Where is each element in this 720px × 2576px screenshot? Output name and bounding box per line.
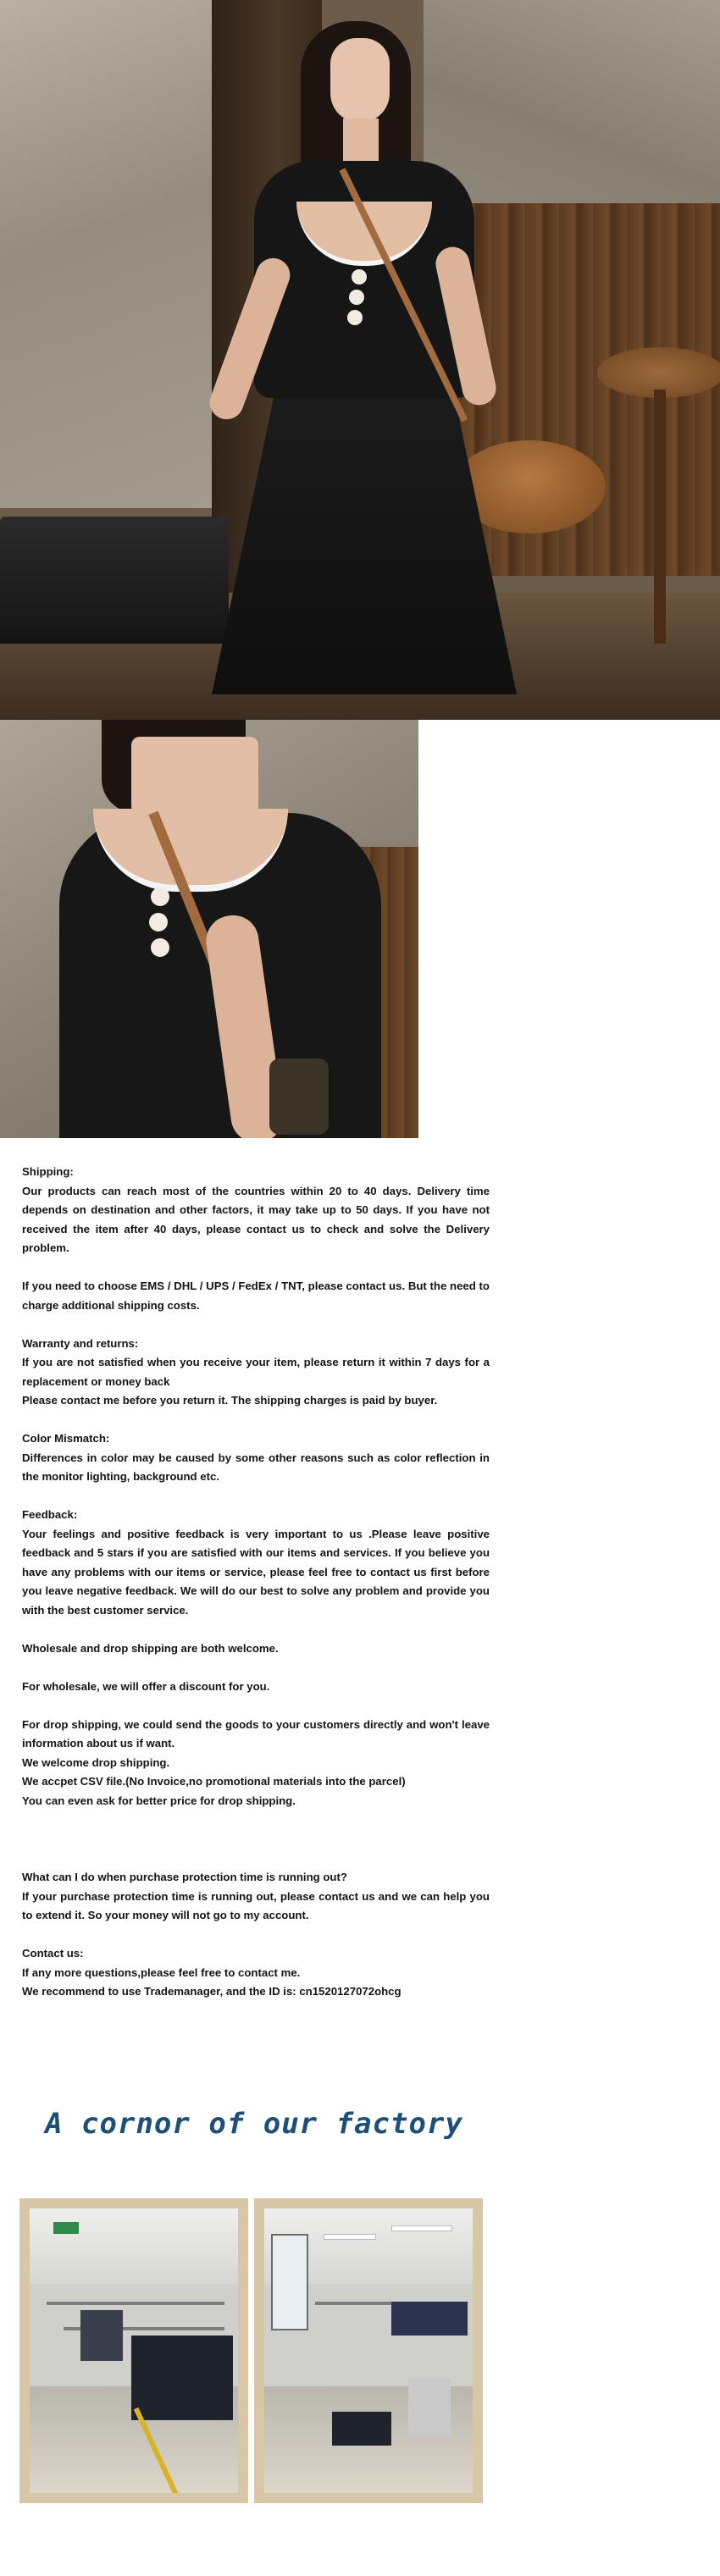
protection-question: What can I do when purchase protection time is running out?: [22, 1871, 347, 1883]
wholesale-discount: For wholesale, we will offer a discount for you.: [22, 1679, 270, 1693]
clothes-pile: [332, 2412, 391, 2446]
dress-button: [151, 887, 169, 906]
table-leg: [654, 390, 666, 644]
ceiling-lamp: [391, 2225, 452, 2231]
ceiling-lamp: [324, 2234, 376, 2240]
factory-photo: [19, 2198, 248, 2503]
csv-text: We accpet CSV file.(No Invoice,no promotional materials into the parcel): [22, 1775, 406, 1788]
warranty-text: If you are not satisfied when you receive your item, please return it within 7 days for a replacement or money back: [22, 1356, 490, 1388]
dropship-welcome: We welcome drop shipping.: [22, 1755, 170, 1769]
feedback-text: Your feelings and positive feedback is very important to us .Please leave positive feedback and 5 stars if you are satisfied with our items and services. If you believe you have any problems with our items or service, please feel free to contact us first before you leave negative feedback. We will do our best to solve any problem and provide you with the best customer service.: [22, 1527, 490, 1617]
express-shipping-text: If you need to choose EMS / DHL / UPS / FedEx / TNT, please contact us. But the need to charge additional shipping costs.: [22, 1280, 490, 1312]
model-closeup-photo: [0, 720, 418, 1138]
model-full-length-photo: [0, 0, 720, 720]
concrete-wall: [0, 0, 212, 508]
protection-answer: If your purchase protection time is running out, please contact us and we can help you to extend it. So your money will not go to my account.: [22, 1889, 490, 1921]
warranty-text-contact: Please contact me before you return it. The shipping charges is paid by buyer.: [22, 1394, 438, 1407]
color-mismatch-text: Differences in color may be caused by some other reasons such as color reflection in the monitor lighting, background etc.: [22, 1451, 490, 1483]
dress-button: [151, 938, 169, 957]
better-price-text: You can even ask for better price for drop shipping.: [22, 1794, 296, 1807]
factory-title: A cornor of our factory: [45, 2107, 463, 2141]
color-mismatch-heading: Color Mismatch:: [22, 1432, 110, 1445]
warranty-heading: Warranty and returns:: [22, 1336, 139, 1350]
garment-rack: [47, 2302, 224, 2305]
dress-button: [352, 269, 367, 285]
dress-button: [347, 310, 363, 325]
black-bench: [0, 517, 229, 644]
hanging-clothes: [391, 2302, 468, 2336]
trademanager-text: We recommend to use Trademanager, and the ID is: cn1520127072ohcg: [22, 1985, 402, 1998]
contact-text: If any more questions,please feel free to contact me.: [22, 1965, 301, 1979]
contact-heading: Contact us:: [22, 1947, 84, 1960]
model-face: [330, 38, 390, 123]
factory-window: [271, 2234, 308, 2330]
hanging-clothes: [80, 2310, 123, 2361]
dress-button: [349, 290, 364, 305]
dropship-text: For drop shipping, we could send the goods to your customers directly and won't leave information about us if want.: [22, 1717, 490, 1750]
factory-photo: [254, 2198, 483, 2503]
hanging-clothes: [131, 2336, 233, 2420]
store-policy-text: [22, 1163, 490, 2002]
exit-sign: [53, 2222, 79, 2234]
crossbody-bag: [269, 1059, 329, 1135]
wholesale-line: Wholesale and drop shipping are both welcome.: [22, 1641, 279, 1655]
shipping-text: Our products can reach most of the countries within 20 to 40 days. Delivery time depends on destination and other factors, it may take up to 50 days. If you have not received the item after 40 days, please contact us to check and solve the Delivery problem.: [22, 1184, 490, 1254]
dress-button: [149, 913, 168, 931]
shipping-heading: Shipping:: [22, 1165, 74, 1178]
concrete-wall: [424, 0, 720, 203]
work-table: [408, 2378, 451, 2437]
feedback-heading: Feedback:: [22, 1508, 78, 1521]
factory-ceiling: [30, 2208, 238, 2285]
